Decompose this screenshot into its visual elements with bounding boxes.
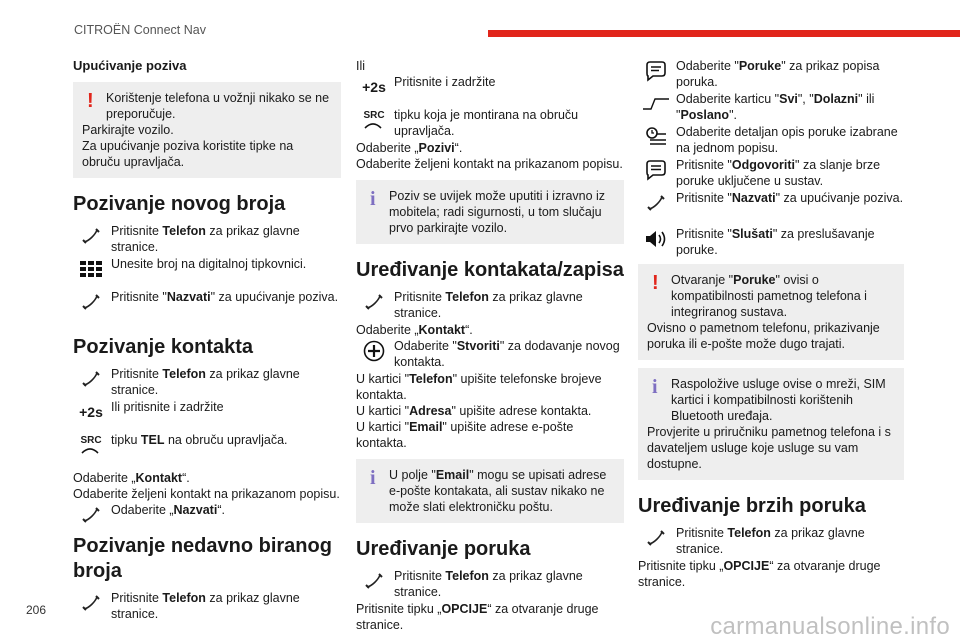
warning-box bbox=[73, 82, 341, 178]
phone-handset-icon bbox=[642, 527, 670, 549]
paragraph: Odaberite „Kontakt“. Odaberite željeni kontakt na prikazanom popisu. bbox=[73, 471, 340, 501]
message-bubble-icon bbox=[642, 60, 670, 82]
reply-message-icon bbox=[642, 159, 670, 181]
step-row: +2s Pritisnite i zadržite bbox=[356, 74, 624, 106]
step-row: Pritisnite Telefon za prikaz glavne stranice. bbox=[638, 525, 904, 557]
step-row: Odaberite "Stvoriti" za dodavanje novog kontakta. bbox=[356, 338, 624, 370]
phone-handset-icon bbox=[360, 291, 388, 313]
phone-handset-icon bbox=[77, 225, 105, 247]
warning-text-3: Za upućivanje poziva koristite tipke na obruču upravljača. bbox=[82, 139, 294, 169]
plus-2s-icon: +2s bbox=[79, 404, 103, 420]
paragraph: U kartici "Telefon" upišite telefonske brojeve kontakta. U kartici "Adresa" upišite adrese kontakta. U kartici "Email" upišite adrese e-pošte kontakta. bbox=[356, 372, 602, 450]
heading-quick-messages: Uređivanje brzih poruka bbox=[638, 495, 866, 517]
column-1 bbox=[73, 58, 341, 623]
plus-2s-icon: +2s bbox=[362, 79, 386, 95]
phone-handset-icon bbox=[360, 570, 388, 592]
info-icon: i bbox=[370, 188, 376, 210]
page-header-title: CITROËN Connect Nav bbox=[74, 23, 206, 37]
phone-handset-icon bbox=[77, 592, 105, 614]
step-row: Pritisnite "Nazvati" za upućivanje poziva. bbox=[638, 190, 904, 222]
step-row: Pritisnite "Nazvati" za upućivanje poziva. bbox=[73, 289, 341, 321]
src-button-icon: SRC bbox=[360, 109, 388, 131]
step-row: Pritisnite Telefon za prikaz glavne stranice. bbox=[73, 223, 341, 255]
info-box: i Raspoložive usluge ovise o mreži, SIM kartici i kompatibilnosti korištenih Bluetooth uređaja. Provjerite u priručniku pametnog telefona i s davateljem usluge koje usluge su vam dostupne. bbox=[638, 368, 904, 480]
warning-icon: ! bbox=[652, 272, 659, 294]
phone-handset-icon bbox=[77, 291, 105, 313]
paragraph: Odaberite „Pozivi“. Odaberite željeni kontakt na prikazanom popisu. bbox=[356, 141, 623, 171]
heading-edit-contacts: Uređivanje kontakata/zapisa bbox=[356, 259, 624, 281]
warning-icon: ! bbox=[87, 90, 94, 112]
page-number: 206 bbox=[26, 603, 47, 617]
phone-handset-icon bbox=[77, 504, 105, 526]
step-row: Pritisnite Telefon za prikaz glavne stranice. bbox=[73, 366, 341, 398]
column-3: Odaberite "Poruke" za prikaz popisa poruka. Odaberite karticu "Svi", "Dolazni" ili "Poslano". Odaberite detaljan opis poruke izabrane na jednom popisu. Pritisnite "Odgovoriti" za slanje brze poruke uključene u sustav. Pritisnite "Nazvati" za upućivanje poziva. Pritisnite "Slušati" za preslušavanje poruke. ! Otvaranje "Poruke" ovisi o kompatibilnosti pametnog telefona i integriranog sustava. Ovisno o pametnom telefonu, prikazivanje poruka ili e-pošte može dugo trajati. i Raspoložive usluge ovise o mreži, SIM kartici i kompatibilnosti korištenih Bluetooth uređaja. Provjerite u priručniku pametnog telefona i s davateljem usluge koje usluge su vam dostupne. Uređivanje brzih poruka Pritisnite Telefon za prikaz glavne stranice. Pritisnite tipku „OPCIJE“ za otvaranje druge stranice. bbox=[638, 59, 904, 589]
step-row: Pritisnite Telefon za prikaz glavne stranice. bbox=[73, 590, 341, 622]
column-2: Ili +2s Pritisnite i zadržite SRC tipku koja je montirana na obruču upravljača. Odaberite „Pozivi“. Odaberite željeni kontakt na prikazanom popisu. i Poziv se uvijek može uputiti i izravno iz mobitela; radi sigurnosti, u tom slučaju prvo parkirajte vozilo. Uređivanje kontakata/zapisa Pritisnite Telefon za prikaz glavne stranice. Odaberite „Kontakt“. Odaberite "Stvoriti" za dodavanje novog kontakta. U kartici "Telefon" upišite telefonske brojeve kontakta. U kartici "Adresa" upišite adrese kontakta. U kartici "Email" upišite adrese e-pošte kontakta. i U polje "Email" mogu se upisati adrese e-pošte kontakata, ali sustav nikako ne može slati elektroničku poštu. Uređivanje poruka Pritisnite Telefon za prikaz glavne stranice. Pritisnite tipku „OPCIJE“ za otvaranje druge stranice. bbox=[356, 59, 624, 632]
step-row: Pritisnite Telefon za prikaz glavne stranice. bbox=[356, 289, 624, 321]
info-box: i Poziv se uvijek može uputiti i izravno iz mobitela; radi sigurnosti, u tom slučaju prvo parkirajte vozilo. bbox=[356, 180, 624, 244]
heading-recent: Pozivanje nedavno biranog broja bbox=[73, 535, 332, 582]
heading-new-number: Pozivanje novog broja bbox=[73, 193, 286, 215]
step-row: SRC tipku TEL na obruču upravljača. bbox=[73, 432, 341, 464]
src-button-icon: SRC bbox=[77, 434, 105, 456]
warning-text-1: Korištenje telefona u vožnji nikako se ne preporučuje. bbox=[106, 91, 330, 121]
info-box: i U polje "Email" mogu se upisati adrese e-pošte kontakata, ali sustav nikako ne može slati elektroničku poštu. bbox=[356, 459, 624, 523]
phone-handset-icon bbox=[642, 192, 670, 214]
keypad-icon bbox=[77, 258, 105, 280]
step-row: Odaberite "Poruke" za prikaz popisa poruka. bbox=[638, 58, 904, 90]
step-row: +2s Ili pritisnite i zadržite bbox=[73, 399, 341, 431]
message-detail-icon bbox=[642, 126, 670, 148]
or-text: Ili bbox=[356, 59, 366, 73]
tab-icon bbox=[642, 93, 670, 115]
add-circle-icon bbox=[360, 340, 388, 362]
heading-contact: Pozivanje kontakta bbox=[73, 336, 254, 358]
heading-edit-messages: Uređivanje poruka bbox=[356, 538, 531, 560]
warning-text-2: Parkirajte vozilo. bbox=[82, 123, 174, 137]
step-row: Odaberite karticu "Svi", "Dolazni" ili "Poslano". bbox=[638, 91, 904, 123]
step-row: Odaberite „Nazvati“. bbox=[73, 502, 341, 520]
phone-handset-icon bbox=[77, 368, 105, 390]
step-row: Unesite broj na digitalnoj tipkovnici. bbox=[73, 256, 341, 288]
header-accent-bar bbox=[488, 30, 960, 37]
speaker-icon bbox=[642, 228, 670, 250]
warning-box: ! Otvaranje "Poruke" ovisi o kompatibilnosti pametnog telefona i integriranog sustava. Ovisno o pametnom telefonu, prikazivanje poruka ili e-pošte može dugo trajati. bbox=[638, 264, 904, 360]
step-row: SRC tipku koja je montirana na obruču upravljača. bbox=[356, 107, 624, 139]
watermark: carmanualsonline.info bbox=[710, 613, 950, 640]
heading-calling: Upućivanje poziva bbox=[73, 58, 187, 73]
step-row: Pritisnite "Slušati" za preslušavanje poruke. bbox=[638, 226, 904, 258]
info-icon: i bbox=[370, 467, 376, 489]
step-row: Odaberite detaljan opis poruke izabrane na jednom popisu. bbox=[638, 124, 904, 156]
step-row: Pritisnite "Odgovoriti" za slanje brze poruke uključene u sustav. bbox=[638, 157, 904, 189]
step-row: Pritisnite Telefon za prikaz glavne stranice. bbox=[356, 568, 624, 600]
info-icon: i bbox=[652, 376, 658, 398]
